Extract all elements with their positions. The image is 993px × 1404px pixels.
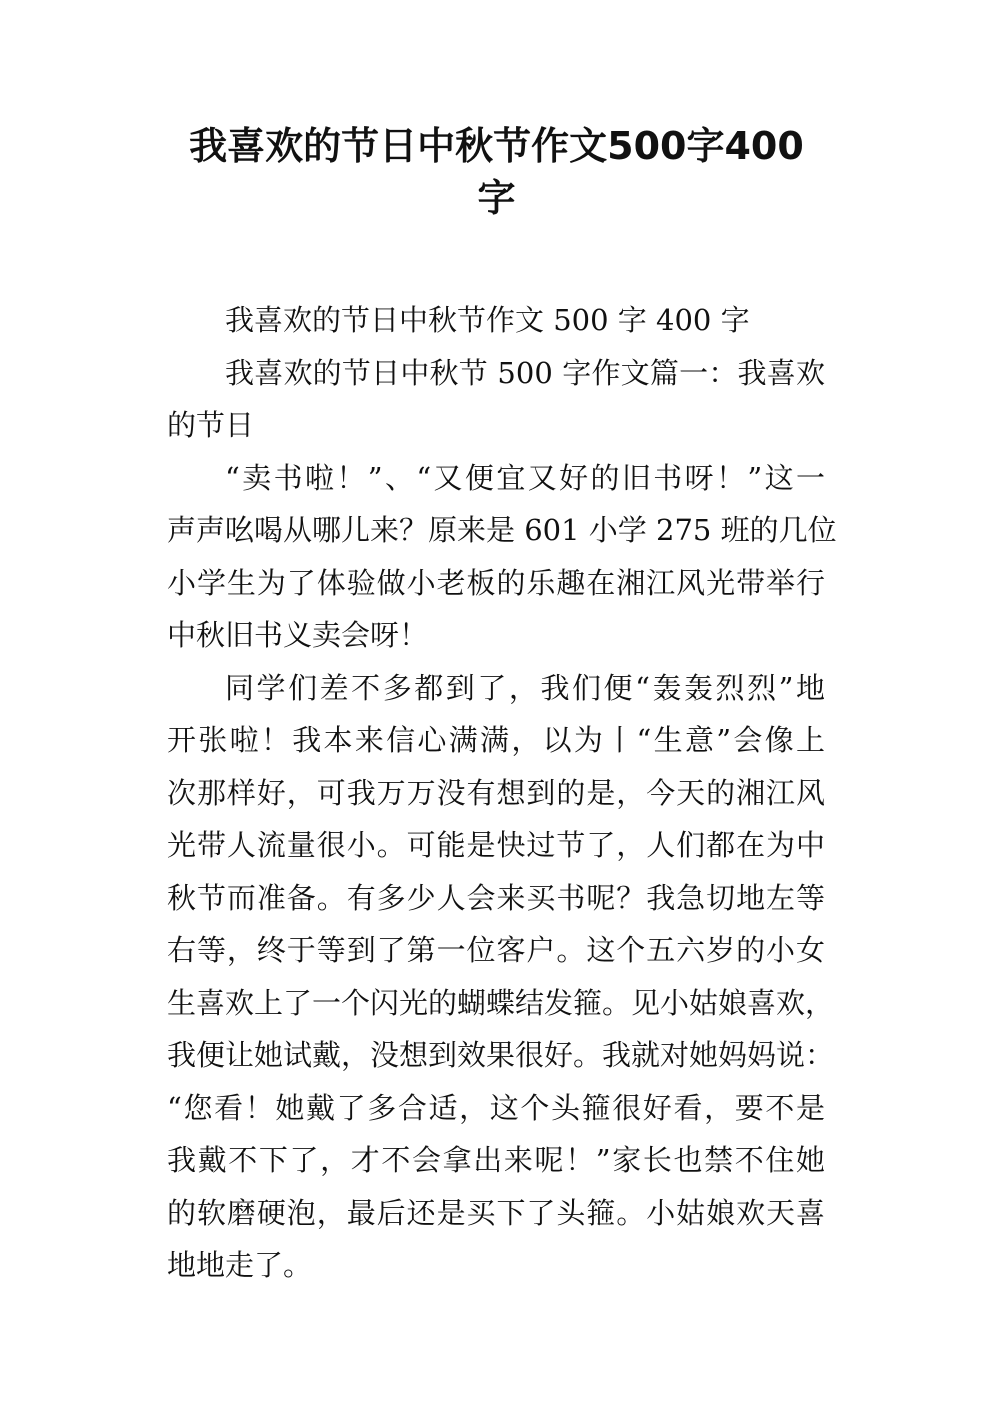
document-title bbox=[150, 120, 843, 224]
paragraph-line: 的软磨硬泡，最后还是买下了头箍。小姑娘欢天喜 bbox=[167, 1195, 825, 1230]
paragraph-line: “卖书啦！”、“又便宜又好的旧书呀！”这一 bbox=[225, 460, 825, 495]
paragraph-line: 同学们差不多都到了，我们便“轰轰烈烈”地 bbox=[225, 670, 825, 705]
paragraph-line: 地地走了。 bbox=[167, 1248, 313, 1282]
paragraph-line: 开张啦！我本来信心满满，以为丨“生意”会像上 bbox=[167, 723, 825, 757]
title-line-1: 我喜欢的节日中秋节作文500字400 bbox=[189, 124, 804, 168]
paragraph-line: 我便让她试戴，没想到效果很好。我就对她妈妈说： bbox=[167, 1038, 835, 1072]
paragraph-line: 生喜欢上了一个闪光的蝴蝶结发箍。见小姑娘喜欢， bbox=[167, 985, 835, 1020]
heading-line: 的节日 bbox=[167, 408, 255, 442]
paragraph-line: 次那样好，可我万万没有想到的是，今天的湘江风 bbox=[167, 775, 825, 810]
paragraph-line: 小学生为了体验做小老板的乐趣在湘江风光带举行 bbox=[167, 565, 825, 600]
paragraph-line: 我戴不下了，才不会拿出来呢！”家长也禁不住她 bbox=[167, 1143, 825, 1177]
title-line-2: 字 bbox=[477, 176, 516, 220]
paragraph-line: 右等，终于等到了第一位客户。这个五六岁的小女 bbox=[167, 933, 825, 967]
paragraph-line: “您看！她戴了多合适，这个头箍很好看，要不是 bbox=[167, 1090, 825, 1125]
document-body bbox=[167, 298, 837, 1296]
paragraph-line: 声声吆喝从哪儿来？原来是 601 小学 275 班的几位 bbox=[167, 513, 837, 547]
subtitle-line: 我喜欢的节日中秋节作文 500 字 400 字 bbox=[225, 303, 750, 337]
paragraph-line: 光带人流量很小。可能是快过节了，人们都在为中 bbox=[167, 828, 825, 862]
paragraph-line: 秋节而准备。有多少人会来买书呢？我急切地左等 bbox=[167, 880, 825, 915]
paragraph-line: 中秋旧书义卖会呀！ bbox=[167, 618, 429, 652]
heading-line: 我喜欢的节日中秋节 500 字作文篇一：我喜欢 bbox=[225, 355, 825, 390]
